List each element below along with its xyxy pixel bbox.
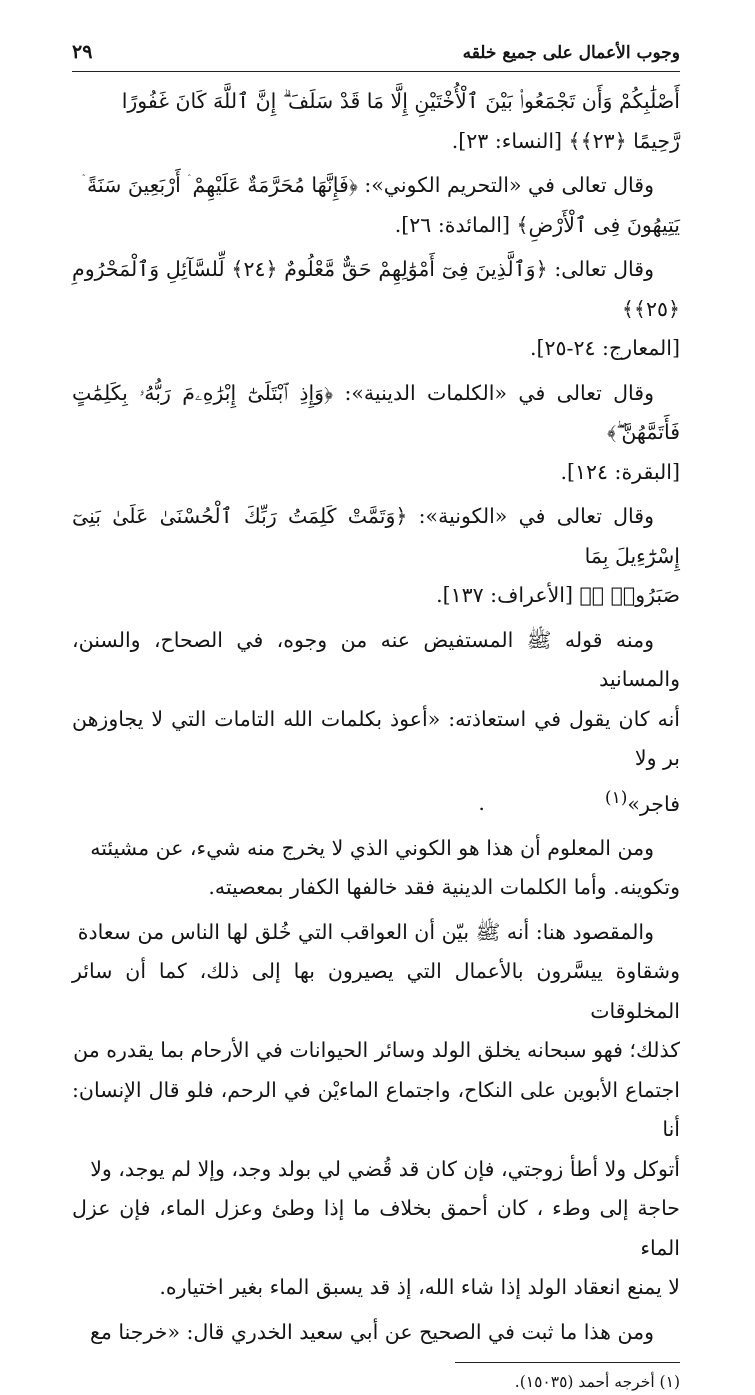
text-line (72, 779, 680, 824)
text-line: ومن المعلوم أن هذا هو الكوني الذي لا يخرج منه شيء، عن مشيئته (90, 835, 654, 860)
text-span: فاجر» (627, 791, 680, 816)
text-line: ومن هذا ما ثبت في الصحيح عن أبي سعيد الخدري قال: «خرجنا مع (89, 1319, 654, 1344)
text-line: أنه كان يقول في استعاذته: «أعوذ بكلمات الله التامات التي لا يجاوزهن بر ولا (72, 706, 680, 770)
text-line: وشقاوة ييسَّرون بالأعمال التي يصيرون بها إلى ذلك، كما أن سائر المخلوقات (72, 959, 680, 1023)
text-line: [المعارج: ٢٤-٢٥]. (530, 336, 680, 360)
text-line: لا يمنع انعقاد الولد إذا شاء الله، إذ قد يسبق الماء بغير اختياره. (159, 1275, 680, 1300)
header-divider (72, 71, 680, 72)
paragraph (72, 1313, 680, 1353)
page-number: ٢٩ (72, 41, 93, 63)
paragraph (72, 621, 680, 824)
text-line: صَبَرُوا۟ ۖ﴾ [الأعراف: ١٣٧]. (436, 583, 680, 607)
text-span: . (478, 791, 485, 816)
text-line: كذلك؛ فهو سبحانه يخلق الولد وسائر الحيوانات في الأرحام بما يقدره من (73, 1038, 680, 1063)
footnote-ref[interactable]: (١) (604, 787, 628, 808)
footnote: (١) أخرجه أحمد (١٥٠٣٥). (514, 1373, 680, 1392)
text-line: ومنه قوله ﷺ المستفيض عنه من وجوه، في الصحاح، والسنن، والمسانيد (72, 627, 680, 691)
paragraph (72, 166, 680, 245)
text-line: اجتماع الأبوين على النكاح، واجتماع الماءيْن في الرحم، فلو قال الإنسان: أنا (72, 1077, 680, 1142)
paragraph (72, 829, 680, 908)
text-line: أَصْلَٰبِكُمْ وَأَن تَجْمَعُوا۟ بَيْنَ ٱلْأُخْتَيْنِ إِلَّا مَا قَدْ سَلَفَ ۗ إِنَّ ٱللَّهَ كَانَ غَفُورًا (121, 89, 680, 113)
paragraph (72, 374, 680, 493)
text-line: والمقصود هنا: أنه ﷺ بيّن أن العواقب التي خُلق لها الناس من سعادة (77, 919, 654, 944)
footnote-divider (455, 1362, 680, 1363)
text-line: يَتِيهُونَ فِى ٱلْأَرْضِ﴾ [المائدة: ٢٦]. (394, 212, 680, 237)
body-text (72, 82, 680, 1352)
text-line: وتكوينه. وأما الكلمات الدينية فقد خالفها الكفار بمعصيته. (208, 875, 680, 900)
running-header (72, 38, 680, 67)
paragraph (72, 82, 680, 161)
document-page (72, 38, 680, 1395)
text-line: حاجة إلى وطء ، كان أحمق بخلاف ما إذا وطئ وعزل الماء، فإن عزل الماء (72, 1196, 680, 1260)
text-line: وقال تعالى في «الكونية»: ﴿وَتَمَّتْ كَلِمَتُ رَبِّكَ ٱلْحُسْنَىٰ عَلَىٰ بَنِىٓ إِسْرَٰٓءِيلَ بِمَا (72, 504, 680, 568)
text-line: [البقرة: ١٢٤]. (560, 459, 680, 484)
paragraph (72, 913, 680, 1308)
paragraph (72, 250, 680, 369)
text-line: وقال تعالى في «الكلمات الدينية»: ﴿وَإِذِ ٱبْتَلَىٰٓ إِبْرَٰهِۦمَ رَبُّهُۥ بِكَلِمَٰتٍ فَأَتَمَّهُنَّ ۖ﴾ (72, 380, 680, 444)
header-title: وجوب الأعمال على جميع خلقه (462, 43, 680, 63)
text-line: رَّحِيمًا ﴿٢٣﴾﴾ [النساء: ٢٣]. (451, 128, 680, 153)
text-line: وقال تعالى في «التحريم الكوني»: ﴿فَإِنَّهَا مُحَرَّمَةٌ عَلَيْهِمْ ۛ أَرْبَعِينَ سَنَةً ۛ (81, 173, 654, 197)
text-line: وقال تعالى: ﴿وَٱلَّذِينَ فِىٓ أَمْوَٰلِهِمْ حَقٌّ مَّعْلُومٌ ﴿٢٤﴾ لِّلسَّآئِلِ وَٱلْمَحْرُومِ ﴿٢٥﴾﴾ (72, 257, 680, 321)
paragraph (72, 497, 680, 616)
text-line: أتوكل ولا أطأ زوجتي، فإن كان قد قُضي لي بولد وجد، وإلا لم يوجد، ولا (90, 1156, 680, 1181)
